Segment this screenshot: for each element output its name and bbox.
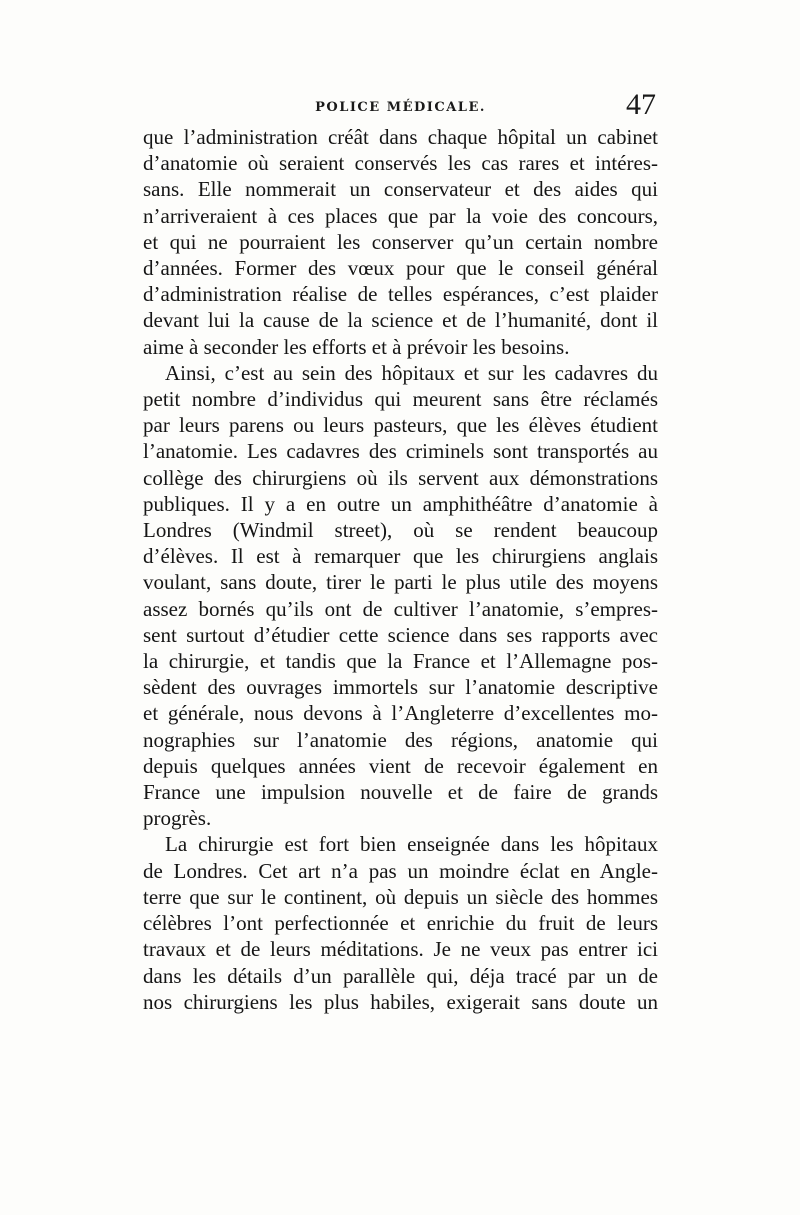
text-line: par leurs parens ou leurs pasteurs, que les élèves étudient	[143, 413, 658, 438]
text-line: voulant, sans doute, tirer le parti le plus utile des moyens	[143, 570, 658, 595]
paragraph-first-line: Ainsi, c’est au sein des hôpitaux et sur les cadavres du	[165, 360, 658, 385]
text-line: et qui ne pourraient les conserver qu’un certain nombre	[143, 229, 658, 254]
running-title: POLICE MÉDICALE.	[315, 100, 486, 115]
text-line: Londres (Windmil street), où se rendent beaucoup	[143, 518, 658, 543]
text-line: nographies sur l’anatomie des régions, anatomie qui	[143, 727, 658, 752]
text-line: sent surtout d’étudier cette science dans ses rapports avec	[143, 622, 658, 647]
paragraph-first-line: La chirurgie est fort bien enseignée dans les hôpitaux	[165, 832, 658, 857]
text-line: d’élèves. Il est à remarquer que les chirurgiens anglais	[143, 544, 658, 569]
page-number: 47	[626, 88, 656, 121]
body-text	[143, 124, 658, 1015]
text-line: d’administration réalise de telles espérances, c’est plaider	[143, 282, 658, 307]
text-line: d’anatomie où seraient conservés les cas rares et intéres-	[143, 151, 658, 176]
text-line: progrès.	[143, 806, 212, 831]
text-line: travaux et de leurs méditations. Je ne veux pas entrer ici	[143, 937, 658, 962]
text-line: la chirurgie, et tandis que la France et l’Allemagne pos-	[143, 649, 658, 674]
text-line: d’années. Former des vœux pour que le conseil général	[143, 256, 658, 281]
text-line: sans. Elle nommerait un conservateur et des aides qui	[143, 177, 658, 202]
text-line: depuis quelques années vient de recevoir également en	[143, 753, 658, 778]
text-line: l’anatomie. Les cadavres des criminels sont transportés au	[143, 439, 658, 464]
text-line: aime à seconder les efforts et à prévoir les besoins.	[143, 334, 570, 359]
text-line: de Londres. Cet art n’a pas un moindre éclat en Angle-	[143, 858, 658, 883]
text-line: nos chirurgiens les plus habiles, exigerait sans doute un	[143, 989, 658, 1014]
text-line: France une impulsion nouvelle et de faire de grands	[143, 780, 658, 805]
text-line: collège des chirurgiens où ils servent aux démonstrations	[143, 465, 658, 490]
text-line: publiques. Il y a en outre un amphithéâtre d’anatomie à	[143, 491, 658, 516]
text-line: terre que sur le continent, où depuis un siècle des hommes	[143, 884, 658, 909]
text-line: dans les détails d’un parallèle qui, déja tracé par un de	[143, 963, 658, 988]
text-line: et générale, nous devons à l’Angleterre d’excellentes mo-	[143, 701, 658, 726]
text-line: n’arriveraient à ces places que par la voie des concours,	[143, 203, 658, 228]
text-line: devant lui la cause de la science et de l’humanité, dont il	[143, 308, 658, 333]
text-line: assez bornés qu’ils ont de cultiver l’anatomie, s’empres-	[143, 596, 658, 621]
running-head	[143, 88, 658, 124]
text-line: petit nombre d’individus qui meurent sans être réclamés	[143, 387, 658, 412]
text-line: sèdent des ouvrages immortels sur l’anatomie descriptive	[143, 675, 658, 700]
text-line: célèbres l’ont perfectionnée et enrichie du fruit de leurs	[143, 911, 658, 936]
text-line: que l’administration créât dans chaque hôpital un cabinet	[143, 125, 658, 149]
